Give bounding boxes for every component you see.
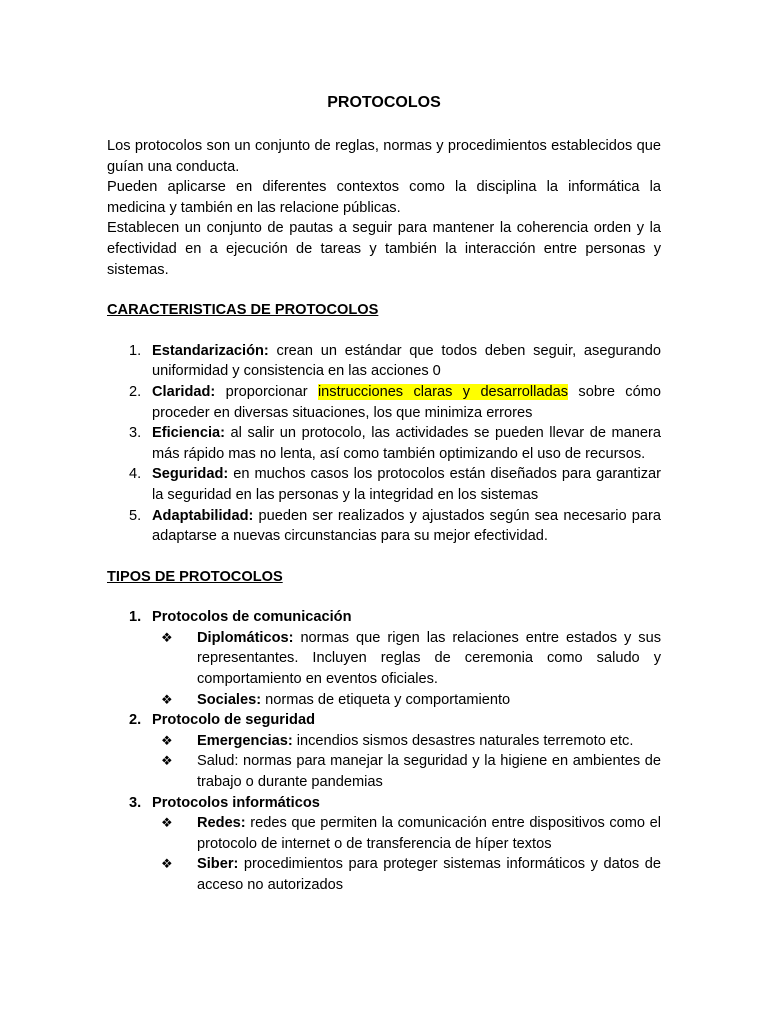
list-item (107, 710, 661, 731)
item-term: Claridad: (152, 383, 216, 400)
intro-line: Los protocolos son un conjunto de reglas, normas y procedimientos establecidos que guían una conducta. (107, 138, 661, 175)
item-text: al salir un protocolo, las actividades se pueden llevar de manera más rápido mas no lenta, así como también optimizando el uso de recursos. (152, 425, 661, 462)
item-term: Adaptabilidad: (152, 507, 254, 524)
sub-list (152, 731, 661, 793)
item-term: Emergencias: (197, 732, 293, 749)
diamond-bullet-icon: ❖ (161, 856, 173, 872)
list-item (107, 464, 661, 505)
list-number: 1. (129, 342, 142, 359)
diamond-bullet-icon: ❖ (161, 815, 173, 831)
sub-list-item (152, 628, 661, 690)
list-item (107, 607, 661, 628)
item-term: Siber: (197, 856, 239, 873)
list-item (107, 506, 661, 547)
list-item (107, 382, 661, 423)
sub-list (152, 813, 661, 895)
item-term: Eficiencia: (152, 425, 225, 442)
item-term: Estandarización: (152, 342, 269, 359)
intro-line: Pueden aplicarse en diferentes contextos como la disciplina la informática la medicina y también en las relacione públicas. (107, 179, 661, 216)
list-item (107, 793, 661, 814)
item-text: Salud: normas para manejar la seguridad y la higiene en ambientes de trabajo o durante pandemias (197, 753, 661, 791)
list-number: 2. (129, 712, 142, 729)
list-number: 5. (129, 507, 142, 524)
highlighted-text: instrucciones claras y desarrolladas (317, 383, 569, 400)
tipos-list (107, 793, 661, 814)
item-term: Seguridad: (152, 466, 229, 483)
sub-list (152, 628, 661, 710)
list-item (107, 423, 661, 464)
item-text: proporcionar (215, 383, 318, 400)
sub-list-item (152, 751, 661, 792)
diamond-bullet-icon: ❖ (161, 732, 173, 748)
group-title: Protocolos informáticos (152, 794, 320, 811)
list-number: 1. (129, 609, 142, 626)
diamond-bullet-icon: ❖ (161, 629, 173, 645)
item-text: en muchos casos los protocolos están diseñados para garantizar la seguridad en las personas y la integridad en los sistemas (152, 466, 661, 503)
group-title: Protocolos de comunicación (152, 609, 352, 626)
diamond-bullet-icon: ❖ (161, 691, 173, 707)
diamond-bullet-icon: ❖ (161, 753, 173, 769)
caracteristicas-list (107, 341, 661, 547)
tipos-list (107, 607, 661, 628)
section-heading-tipos: TIPOS DE PROTOCOLOS (107, 568, 283, 585)
sub-list-item (152, 690, 661, 711)
document-title: PROTOCOLOS (327, 94, 441, 111)
item-text: procedimientos para proteger sistemas informáticos y datos de acceso no autorizados (197, 856, 661, 893)
list-number: 3. (129, 425, 142, 442)
item-text: crean un estándar que todos deben seguir, asegurando uniformidad y consistencia en las acciones 0 (152, 342, 661, 380)
section-heading-caracteristicas: CARACTERISTICAS DE PROTOCOLOS (107, 302, 379, 319)
group-title: Protocolo de seguridad (152, 712, 315, 729)
item-text: sobre cómo proceder en diversas situaciones, los que minimiza errores (152, 383, 661, 421)
item-term: Diplomáticos: (197, 629, 294, 646)
intro-line: Establecen un conjunto de pautas a seguir para mantener la coherencia orden y la efectividad en a ejecución de tareas y también la interacción entre personas y sistemas. (107, 220, 661, 278)
document-content (107, 93, 661, 896)
sub-list-item (152, 854, 661, 895)
list-number: 2. (129, 383, 142, 400)
item-text: incendios sismos desastres naturales terremoto etc. (292, 732, 634, 749)
tipos-list (107, 710, 661, 731)
item-text: redes que permiten la comunicación entre dispositivos como el protocolo de internet o de transferencia de híper textos (197, 815, 661, 852)
list-number: 4. (129, 466, 142, 483)
list-number: 3. (129, 794, 142, 811)
item-text: normas de etiqueta y comportamiento (261, 691, 511, 708)
item-term: Sociales: (197, 691, 262, 708)
sub-list-item (152, 731, 661, 752)
item-term: Redes: (197, 815, 246, 832)
sub-list-item (152, 813, 661, 854)
list-item (107, 341, 661, 382)
item-text: pueden ser realizados y ajustados según sea necesario para adaptarse a nuevas circunstancias para su mejor efectividad. (152, 507, 661, 545)
item-text: normas que rigen las relaciones entre estados y sus representantes. Incluyen reglas de ceremonia como saludo y comportamiento en eventos oficiales. (197, 629, 661, 688)
intro-paragraph (107, 136, 661, 280)
